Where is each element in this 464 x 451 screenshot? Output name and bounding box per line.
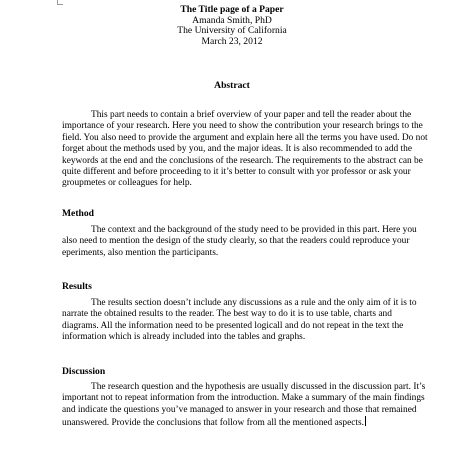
institution-name[interactable]: The University of California (177, 25, 287, 37)
author-name[interactable]: Amanda Smith, PhD (192, 14, 272, 26)
method-paragraph[interactable]: The context and the background of the study need to be provided in this part. Here you also need to mention the design of the study clearly, so that the readers could reproduce your eperiments, also mention the participants. (62, 225, 417, 258)
method-heading[interactable]: Method (62, 208, 94, 219)
abstract-heading[interactable]: Abstract (214, 80, 250, 91)
discussion-text: The research question and the hypothesis are usually discussed in the discussion part. It’s important not to repeat information from the introduction. Make a summary of the main findings and indicate the questions you’ve managed to answer in your research and those that remained unanswered. Provide the conclusions that follow from all the mentioned aspects. (62, 382, 426, 429)
paper-date[interactable]: March 23, 2012 (201, 35, 263, 47)
text-cursor (365, 416, 366, 426)
discussion-paragraph[interactable] (62, 382, 430, 430)
paper-title[interactable]: The Title page of a Paper (180, 4, 284, 15)
discussion-heading[interactable]: Discussion (62, 366, 106, 377)
abstract-paragraph[interactable]: This part needs to contain a brief overview of your paper and tell the reader about the importance of your research. Here you need to show the contribution your research brings to the field. You also need to provide the argument and explain here all the terms you have used. Do not forget about the methods used by you, and the major ideas. It is also recommended to add the keywords at the end and the conclusions of the research. The requirements to the abstract can be quite different and before proceeding to it it’s better to consult with yor professor or ask your groupmetes or colleagues for help. (62, 110, 428, 189)
results-paragraph[interactable]: The results section doesn’t include any discussions as a rule and the only aim of it is to narrate the obtained results to the reader. The best way to do it is to use table, charts and diagrams. All the information need to be presented logicall and do not repeat in the text the information which is already included into the tables and graphs. (62, 298, 417, 343)
results-heading[interactable]: Results (62, 281, 92, 292)
title-block (0, 5, 464, 47)
